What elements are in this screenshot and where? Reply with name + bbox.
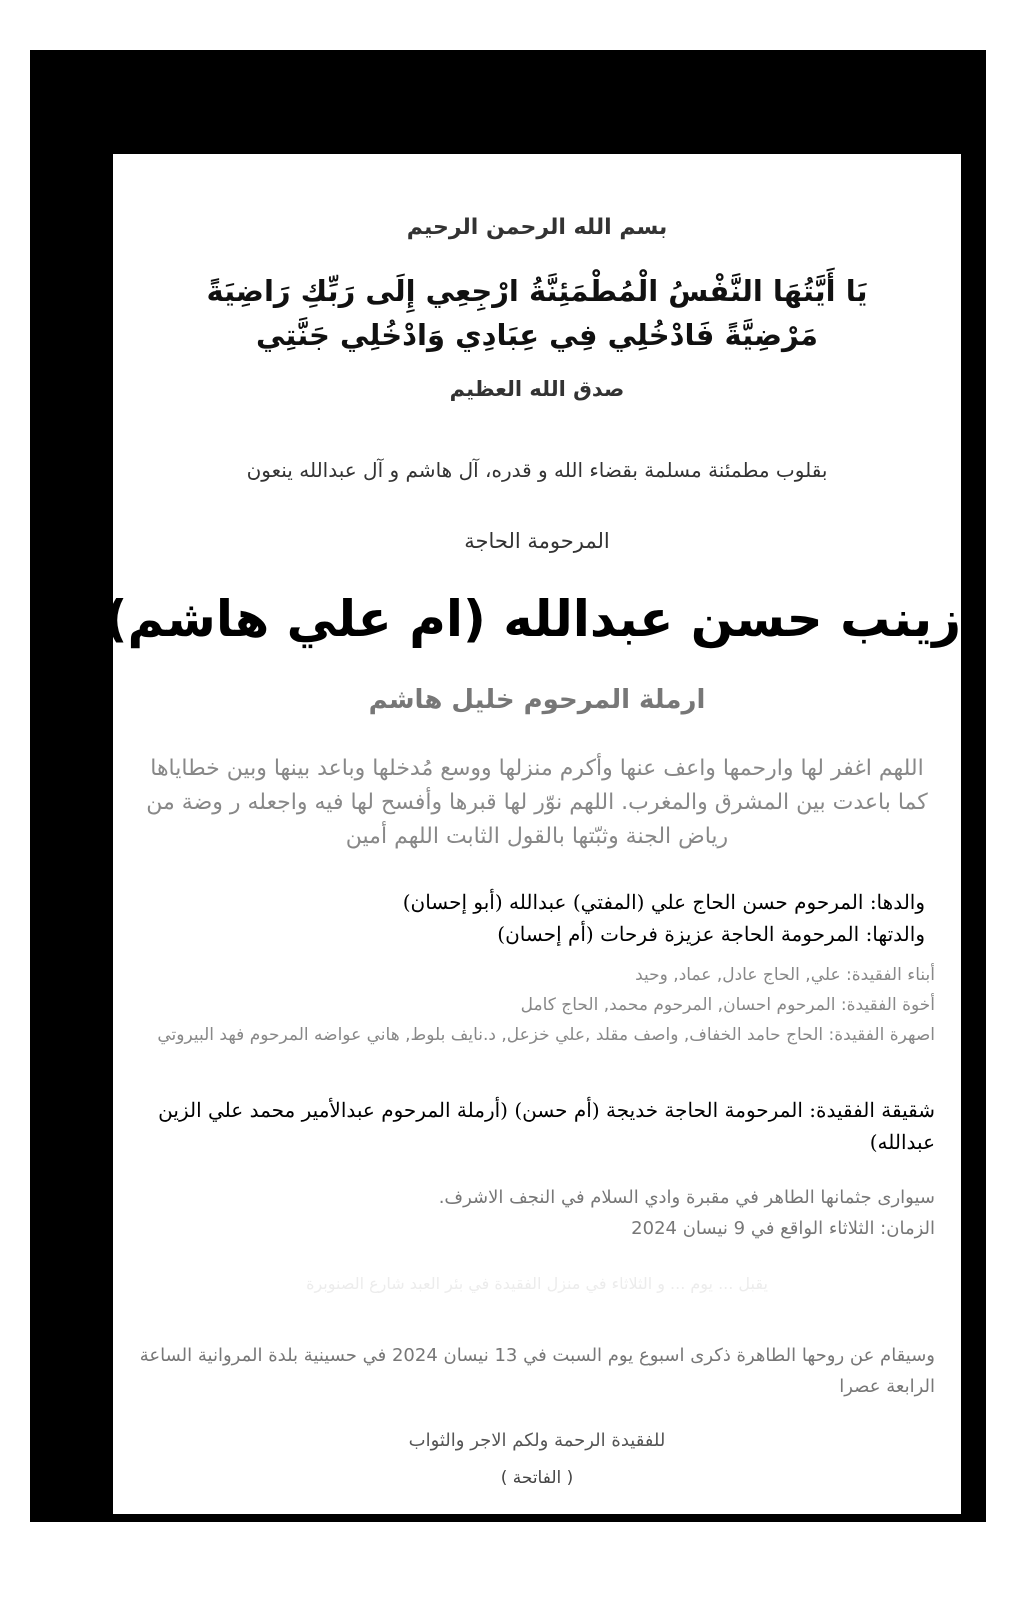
announcement-intro: بقلوب مطمئنة مسلمة بقضاء الله و قدره، آل هاشم و آل عبدالله ينعون bbox=[246, 458, 828, 482]
basmala: بسم الله الرحمن الرحيم bbox=[406, 215, 668, 240]
quran-verse: يَا أَيَّتُهَا النَّفْسُ الْمُطْمَئِنَّةُ ارْجِعِي إِلَى رَبِّكِ رَاضِيَةً مَرْضِيَّةً فَادْخُلِي فِي عِبَادِي وَادْخُلِي جَنَّتِي bbox=[206, 274, 868, 352]
in-laws-line: اصهرة الفقيدة: الحاج حامد الخفاف, واصف مقلد ,علي خزعل, د.نايف بلوط, هاني عواضه المرحوم فهد البيروتي bbox=[157, 1025, 935, 1045]
mother-line: والدتها: المرحومة الحاجة عزيزة فرحات (أم إحسان) bbox=[497, 922, 925, 946]
faded-condolence-line: يقبل ... يوم ... و الثلاثاء في منزل الفقيدة في بئر العبد شارع الصنوبرة bbox=[306, 1274, 768, 1293]
sons-line: أبناء الفقيدة: علي, الحاج عادل, عماد, وحيد bbox=[635, 965, 935, 985]
closing-line: للفقيدة الرحمة ولكم الاجر والثواب bbox=[408, 1430, 666, 1451]
black-mourning-frame bbox=[30, 50, 986, 1522]
burial-line: سيوارى جثمانها الطاهر في مقبرة وادي السلام في النجف الاشرف. bbox=[438, 1187, 935, 1208]
obituary-paper bbox=[104, 154, 961, 1514]
week-memorial-line: وسيقام عن روحها الطاهرة ذكرى اسبوع يوم السبت في 13 نيسان 2024 في حسينية بلدة المروانية الساعة الرابعة عصرا bbox=[139, 1345, 935, 1397]
burial-time-line: الزمان: الثلاثاء الواقع في 9 نيسان 2024 bbox=[631, 1218, 935, 1239]
sadaq-allah: صدق الله العظيم bbox=[449, 377, 625, 401]
father-line: والدها: المرحوم حسن الحاج علي (المفتي) عبدالله (أبو إحسان) bbox=[402, 890, 925, 914]
late-title: المرحومة الحاجة bbox=[464, 529, 610, 553]
brothers-line: أخوة الفقيدة: المرحوم احسان, المرحوم محمد, الحاج كامل bbox=[520, 995, 935, 1015]
sister-line: شقيقة الفقيدة: المرحومة الحاجة خديجة (أم حسن) (أرملة المرحوم عبدالأمير محمد علي الزين عبدالله) bbox=[158, 1098, 935, 1154]
widow-of: ارملة المرحوم خليل هاشم bbox=[368, 685, 706, 715]
fatiha-line: ( الفاتحة ) bbox=[500, 1468, 574, 1488]
prayer-text: اللهم اغفر لها وارحمها واعف عنها وأكرم منزلها ووسع مُدخلها وباعد بينها وبين خطاياها كما باعدت بين المشرق والمغرب. اللهم نوّر لها قبرها وأفسح لها فيه واجعله ر وضة من رياض الجنة وثبّتها بالقول الثابت اللهم أمين bbox=[146, 756, 928, 849]
deceased-name: زينب حسن عبدالله (ام علي هاشم) bbox=[104, 590, 961, 648]
